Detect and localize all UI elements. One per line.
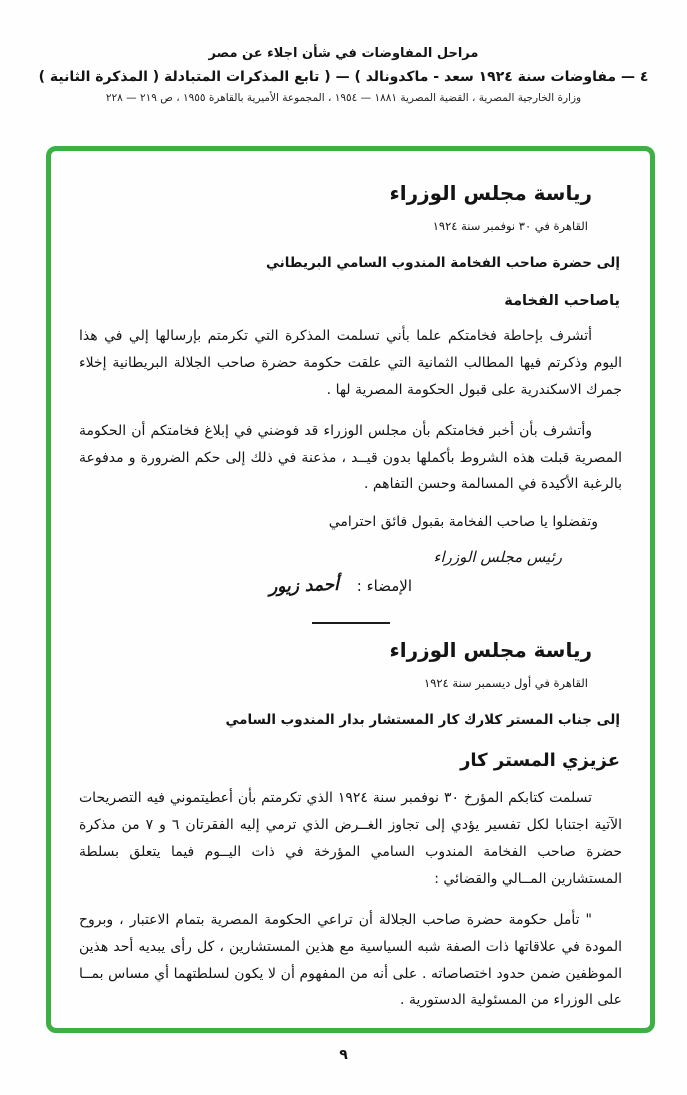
letter1-signature-label: الإمضاء : [356, 577, 412, 596]
letter1-heading: رياسة مجلس الوزراء [389, 181, 592, 205]
letter1-dateline: القاهرة في ٣٠ نوفمبر سنة ١٩٢٤ [432, 219, 588, 233]
green-frame [46, 146, 655, 1033]
letter2-addressee: إلى جناب المستر كلارك كار المستشار بدار المندوب السامي [225, 712, 620, 729]
letter2-paragraph-1: تسلمت كتابكم المؤرخ ٣٠ نوفمبر سنة ١٩٢٤ الذي تكرمتم بأن أعطيتموني فيه التصريحات الآتية اجتنابا لكل تفسير يؤدي إلى تجاوز الغــرض الذي ترمي إليه الفقرتان ٦ و ٧ من مذكرة حضرة صاحب الفخامة المندوب السامي المؤرخة في ذات اليــوم فيما يتعلق بسلطة المستشارين المــالي والقضائي : [79, 790, 622, 887]
letter1-signature-row [79, 576, 412, 596]
letter1-paragraph-2: وأتشرف بأن أخبر فخامتكم بأن مجلس الوزراء قد فوضني في إبلاغ فخامتكم أن الحكومة المصرية قبلت هذه الشروط بأكملها بدون قيــد ، مذعنة في ذلك إلى حكم الضرورة و مدفوعة بالرغبة الأكيدة في المسالمة وحسن التفاهم . [79, 422, 622, 493]
letter1-signature-title: رئيس مجلس الوزراء [433, 548, 562, 567]
letter2-heading: رياسة مجلس الوزراء [389, 638, 592, 663]
letter2-paragraph-2: " تأمل حكومة حضرة صاحب الجلالة أن تراعي الحكومة المصرية بتمام الاعتبار ، وبروح المودة في علاقاتها ذات الصفة شبه السياسية مع هذين المستشارين ، كل رأى يبديه أحد هذين الموظفين ضمن حدود اختصاصاته . على أنه من المفهوم أن لا يكون لسلطتهما أي مساس بمــا على الوزراء من المسئولية الدستورية . [79, 911, 622, 1009]
header-source-reference: وزارة الخارجية المصرية ، القضية المصرية ١٨٨١ — ١٩٥٤ ، المجموعة الأميرية بالقاهرة ١٩٥٥ ، ص ٢١٩ — ٢٢٨ [105, 92, 582, 104]
letter1-salutation: ياصاحب الفخامة [504, 293, 620, 309]
letter-2 [79, 638, 622, 1014]
letter1-addressee: إلى حضرة صاحب الفخامة المندوب السامي البريطاني [266, 255, 620, 271]
letter-1 [79, 181, 622, 596]
letter1-signature-name: أحمد زيور [268, 575, 340, 598]
letter1-closing: وتفضلوا يا صاحب الفخامة بقبول فائق احترامي [328, 514, 598, 531]
document-header [0, 0, 687, 104]
section-divider [312, 622, 390, 624]
letter2-dateline: القاهرة في أول ديسمبر سنة ١٩٢٤ [424, 676, 588, 691]
page-number: ٩ [339, 1047, 348, 1063]
letter1-paragraph-1: أتشرف بإحاطة فخامتكم علما بأني تسلمت المذكرة التي تكرمتم بإرسالها إلي في هذا اليوم وذكرتم فيها المطالب الثمانية التي علقت حكومة حضرة صاحب الجلالة البريطانية إخلاء جمرك الاسكندرية على قبول الحكومة المصرية لها . [79, 328, 622, 398]
header-subtitle: ٤ — مفاوضات سنة ١٩٢٤ سعد - ماكدونالد ) — ( تابع المذكرات المتبادلة ( المذكرة الثانية ) [38, 69, 649, 85]
header-title: مراحل المفاوضات في شأن اجلاء عن مصر [208, 46, 479, 61]
letter2-salutation: عزيزي المستر كار [460, 750, 620, 772]
